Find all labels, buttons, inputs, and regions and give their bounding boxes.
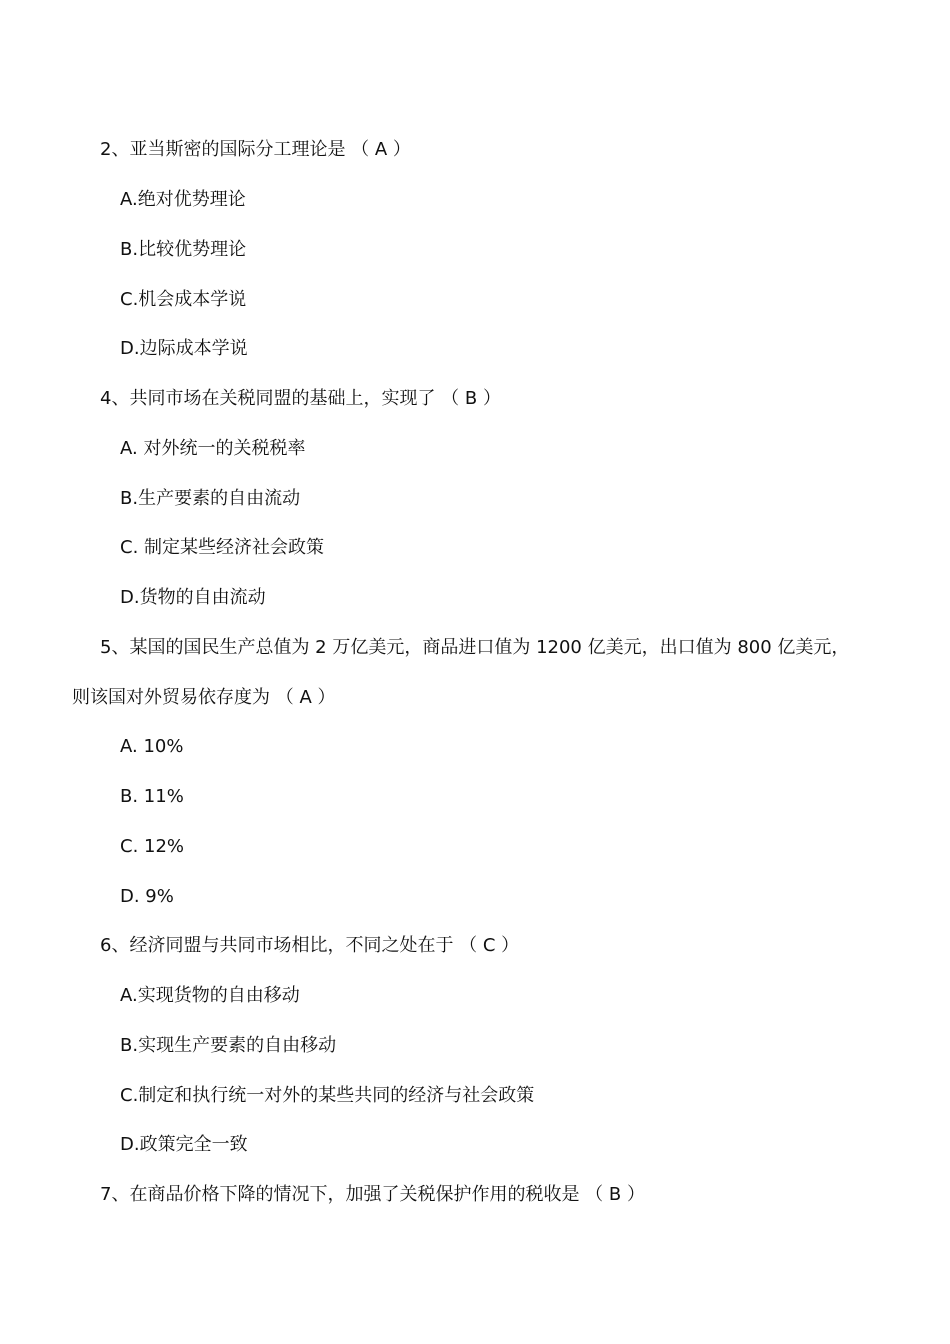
- question-2-option-a: A.绝对优势理论: [120, 189, 246, 210]
- question-4-option-b: B.生产要素的自由流动: [120, 488, 301, 509]
- question-4-option-c: C. 制定某些经济社会政策: [120, 537, 325, 558]
- question-6-option-b: B.实现生产要素的自由移动: [120, 1035, 337, 1056]
- question-4-option-a: A. 对外统一的关税税率: [120, 438, 306, 459]
- question-2-option-c: C.机会成本学说: [120, 289, 247, 310]
- question-7-stem: 7、在商品价格下降的情况下，加强了关税保护作用的税收是 （ B ）: [100, 1184, 645, 1205]
- question-4-stem: 4、共同市场在关税同盟的基础上，实现了 （ B ）: [100, 388, 501, 409]
- question-5-option-c: C. 12%: [120, 836, 185, 857]
- question-4-option-d: D.货物的自由流动: [120, 587, 266, 608]
- question-6-option-d: D.政策完全一致: [120, 1134, 248, 1155]
- question-5-stem: 5、某国的国民生产总值为 2 万亿美元，商品进口值为 1200 亿美元，出口值为 800 亿美元，: [100, 637, 850, 658]
- question-2-option-b: B.比较优势理论: [120, 239, 247, 260]
- question-6-option-a: A.实现货物的自由移动: [120, 985, 300, 1006]
- question-5-option-a: A. 10%: [120, 736, 184, 757]
- question-5-stem-continued: 则该国对外贸易依存度为 （ A ）: [72, 687, 336, 708]
- question-5-option-b: B. 11%: [120, 786, 184, 807]
- question-6-option-c: C.制定和执行统一对外的某些共同的经济与社会政策: [120, 1085, 535, 1106]
- question-6-stem: 6、经济同盟与共同市场相比，不同之处在于 （ C ）: [100, 935, 520, 956]
- question-5-option-d: D. 9%: [120, 886, 174, 907]
- question-2-stem: 2、亚当斯密的国际分工理论是 （ A ）: [100, 139, 411, 160]
- question-2-option-d: D.边际成本学说: [120, 338, 248, 359]
